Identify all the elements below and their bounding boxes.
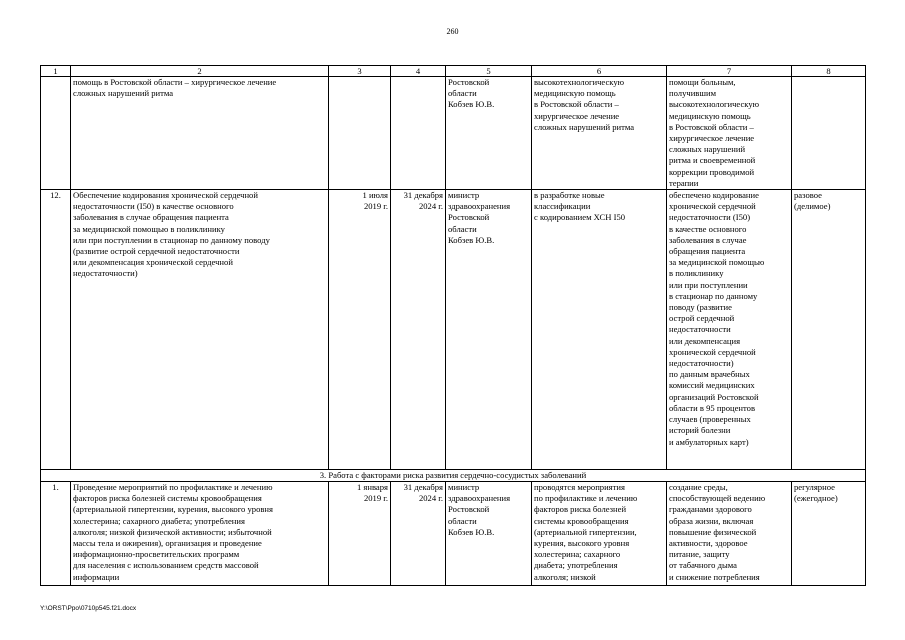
cell-line: 1 июля: [362, 190, 388, 201]
cell-line: недостаточности (I50) в качестве основного: [73, 201, 234, 212]
cell-line: факторов риска болезней: [534, 504, 627, 515]
cell-line: и снижение потребления: [669, 571, 760, 582]
cell-line: гражданами здорового: [669, 504, 752, 515]
cell-line: питание, защиту: [669, 549, 730, 560]
cell-line: в Ростовской области –: [534, 99, 619, 110]
cell-line: (делимое): [794, 201, 831, 212]
cell-line: образа жизни, включая: [669, 515, 754, 526]
file-path-footer: Y:\ORST\Ppo\0710p545.f21.docx: [40, 605, 137, 612]
cell-line: области: [448, 223, 477, 234]
cell-line: активности, здоровое: [669, 538, 748, 549]
cell-activity: [71, 482, 329, 586]
table-row: [41, 77, 866, 190]
cell-line: Ростовской: [448, 77, 490, 87]
cell-line: хронической сердечной: [669, 346, 756, 357]
cell-line: 1 января: [356, 482, 388, 493]
cell-description: [532, 77, 667, 190]
cell-line: сложных нарушений ритма: [73, 88, 174, 99]
cell-line: заболевания в случае обращения пациента: [73, 212, 229, 223]
cell-line: недостаточности): [669, 358, 734, 369]
cell-result: [667, 190, 792, 470]
cell-line: факторов риска болезней системы кровообращения: [73, 493, 262, 504]
cell-line: 31 декабря: [403, 482, 443, 493]
col-header: 4: [391, 66, 446, 77]
cell-line: и амбулаторных карт): [669, 436, 749, 447]
cell-line: министр: [448, 482, 480, 493]
cell-line: помощи больным,: [669, 77, 736, 87]
cell-description: [532, 190, 667, 470]
cell-line: классификации: [534, 201, 591, 212]
cell-end-date: [391, 77, 446, 190]
cell-line: разовое: [794, 190, 822, 201]
cell-line: Кобзев Ю.В.: [448, 234, 495, 245]
cell-line: высокотехнологическую: [669, 99, 760, 110]
cell-line: 2019 г.: [363, 493, 388, 504]
cell-line: регулярное: [794, 482, 835, 493]
cell-line: алкоголя; низкой физической активности; избыточной: [73, 526, 272, 537]
cell-line: холестерина; сахарного диабета; употребления: [73, 515, 245, 526]
cell-line: или декомпенсация хронической сердечной: [73, 257, 233, 268]
cell-line: организаций Ростовской: [669, 391, 759, 402]
cell-line: получившим: [669, 88, 717, 99]
cell-line: недостаточности (I50): [669, 212, 751, 223]
cell-line: за медицинской помощью: [669, 257, 765, 268]
cell-line: для населения с использованием средств массовой: [73, 560, 259, 571]
cell-line: создание среды,: [669, 482, 728, 493]
cell-line: Обеспечение кодирования хронической сердечной: [73, 190, 258, 201]
cell-line: (артериальной гипертензии, курения, высокого уровня: [73, 504, 273, 515]
col-header: 1: [41, 66, 71, 77]
cell-line: за медицинской помощью в поликлинику: [73, 223, 225, 234]
cell-description: [532, 482, 667, 586]
cell-line: сложных нарушений ритма: [534, 121, 635, 132]
cell-line: историй болезни: [669, 425, 731, 436]
cell-line: проводятся мероприятия: [534, 482, 625, 493]
cell-type: [792, 482, 866, 586]
cell-line: повышение физической: [669, 526, 757, 537]
cell-responsible: [446, 482, 532, 586]
cell-activity: [71, 190, 329, 470]
cell-line: с кодированием ХСН I50: [534, 212, 626, 223]
cell-line: области в 95 процентов: [669, 402, 756, 413]
cell-line: Ростовской: [448, 212, 490, 223]
cell-line: по данным врачебных: [669, 369, 750, 380]
section-title: 3. Работа с факторами риска развития сердечно-сосудистых заболеваний: [41, 470, 866, 482]
cell-type: [792, 190, 866, 470]
cell-end-date: [391, 482, 446, 586]
cell-line: 2024 г.: [418, 201, 443, 212]
cell-line: (ежегодное): [794, 493, 838, 504]
cell-line: острой сердечной: [669, 313, 735, 324]
cell-line: недостаточности: [669, 324, 731, 335]
cell-line: Ростовской: [448, 504, 490, 515]
plan-table: [40, 65, 866, 586]
cell-line: заболевания в случае: [669, 234, 747, 245]
cell-line: 2019 г.: [363, 201, 388, 212]
cell-line: области: [448, 88, 477, 99]
section-row: [41, 470, 866, 482]
cell-line: недостаточности): [73, 268, 138, 279]
cell-line: обеспечено кодирование: [669, 190, 759, 201]
cell-line: сложных нарушений: [669, 144, 746, 155]
cell-line: медицинскую помощь: [669, 110, 751, 121]
cell-line: системы кровообращения: [534, 515, 629, 526]
col-header: 5: [446, 66, 532, 77]
col-header: 8: [792, 66, 866, 77]
cell-line: области: [448, 515, 477, 526]
cell-start-date: [329, 190, 391, 470]
page-number: 260: [446, 27, 459, 36]
cell-line: по профилактике и лечению: [534, 493, 638, 504]
cell-line: в разработке новые: [534, 190, 605, 201]
cell-line: комиссий медицинских: [669, 380, 755, 391]
cell-line: информационно-просветительских программ: [73, 549, 240, 560]
cell-responsible: [446, 190, 532, 470]
cell-line: Кобзев Ю.В.: [448, 99, 495, 110]
cell-line: хирургическое лечение: [669, 133, 755, 144]
cell-line: массы тела и ожирения), организация и проведение: [73, 538, 262, 549]
cell-line: от табачного дыма: [669, 560, 737, 571]
cell-line: поводу (развитие: [669, 302, 732, 313]
cell-line: терапии: [669, 177, 699, 188]
cell-line: Проведение мероприятий по профилактике и лечению: [73, 482, 273, 493]
cell-line: 31 декабря: [403, 190, 443, 201]
cell-line: коррекции проводимой: [669, 166, 755, 177]
cell-line: медицинскую помощь: [534, 88, 616, 99]
cell-line: хронической сердечной: [669, 201, 756, 212]
cell-line: диабета; употребления: [534, 560, 618, 571]
cell-start-date: [329, 77, 391, 190]
cell-line: или при поступлении: [669, 279, 748, 290]
cell-line: помощь в Ростовской области – хирургическое лечение: [73, 77, 277, 87]
cell-number: 12.: [41, 190, 71, 470]
cell-activity: [71, 77, 329, 190]
cell-line: информации: [73, 571, 120, 582]
cell-line: (артериальной гипертензии,: [534, 526, 637, 537]
table-row: [41, 482, 866, 586]
cell-result: [667, 77, 792, 190]
cell-line: 2024 г.: [418, 493, 443, 504]
cell-result: [667, 482, 792, 586]
column-number-row: [41, 66, 866, 77]
cell-line: (развитие острой сердечной недостаточности: [73, 246, 240, 257]
col-header: 7: [667, 66, 792, 77]
cell-line: в Ростовской области –: [669, 121, 754, 132]
cell-line: обращения пациента: [669, 246, 746, 257]
cell-line: здравоохранения: [448, 493, 511, 504]
col-header: 3: [329, 66, 391, 77]
cell-number: [41, 77, 71, 190]
cell-line: в поликлинику: [669, 268, 724, 279]
cell-line: или декомпенсация: [669, 335, 741, 346]
cell-line: в качестве основного: [669, 223, 747, 234]
col-header: 2: [71, 66, 329, 77]
cell-line: ритма и своевременной: [669, 155, 756, 166]
cell-type: [792, 77, 866, 190]
cell-line: высокотехнологическую: [534, 77, 625, 87]
cell-line: министр: [448, 190, 480, 201]
cell-line: здравоохранения: [448, 201, 511, 212]
cell-line: случаев (проверенных: [669, 414, 751, 425]
col-header: 6: [532, 66, 667, 77]
cell-line: в стационар по данному: [669, 290, 758, 301]
cell-line: способствующей ведению: [669, 493, 766, 504]
cell-responsible: [446, 77, 532, 190]
cell-end-date: [391, 190, 446, 470]
cell-line: хирургическое лечение: [534, 110, 620, 121]
cell-line: курения, высокого уровня: [534, 538, 630, 549]
table-row: [41, 190, 866, 470]
cell-number: 1.: [41, 482, 71, 586]
cell-line: алкоголя; низкой: [534, 571, 596, 582]
cell-line: холестерина; сахарного: [534, 549, 621, 560]
cell-start-date: [329, 482, 391, 586]
cell-line: Кобзев Ю.В.: [448, 526, 495, 537]
cell-line: или при поступлении в стационар по данному поводу: [73, 234, 270, 245]
